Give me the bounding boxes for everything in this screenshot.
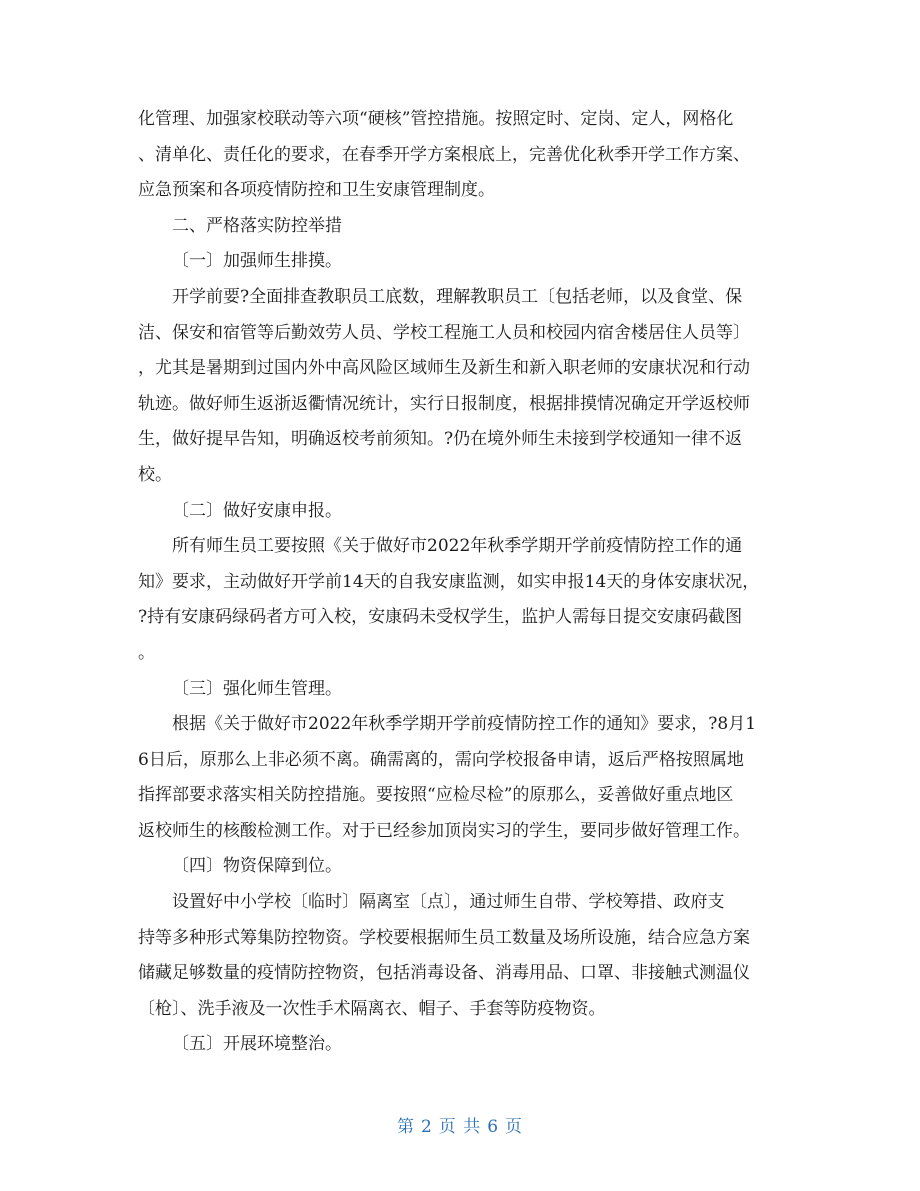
footer-total-pages: 6	[487, 1117, 500, 1137]
text-line: 所有师生员工要按照《关于做好市2022年秋季学期开学前疫情防控工作的通	[172, 536, 743, 557]
paragraph-intro	[138, 102, 786, 209]
paragraph-item-3	[138, 707, 786, 849]
text-line: 返校师生的核酸检测工作。对于已经参加顶岗实习的学生，要同步做好管理工作。	[138, 820, 750, 841]
paragraph-item-4	[138, 885, 786, 1027]
item-heading-4	[138, 849, 786, 885]
footer-suffix: 页	[505, 1117, 524, 1137]
footer-middle: 页 共	[438, 1117, 482, 1137]
text-line: 。	[138, 642, 155, 663]
heading-line: 〔一〕加强师生排摸。	[172, 251, 342, 272]
text-line: 开学前要?全面排查教职员工底数，理解教职员工〔包括老师，以及食堂、保	[172, 286, 743, 307]
footer-prefix: 第	[396, 1117, 415, 1137]
text-line: 指挥部要求落实相关防控措施。要按照“应检尽检”的原那么，妥善做好重点地区	[138, 785, 734, 806]
heading-line: 〔三〕强化师生管理。	[172, 678, 342, 699]
text-line: 持等多种形式筹集防控物资。学校要根据师生员工数量及场所设施，结合应急方案	[138, 927, 750, 948]
text-line: ，尤其是暑期到过国内外中高风险区域师生及新生和新入职老师的安康状况和行动	[138, 358, 750, 379]
text-line: 校。	[138, 464, 172, 485]
text-line: 6日后，原那么上非必须不离。确需离的，需向学校报备申请，返后严格按照属地	[138, 749, 744, 770]
page-footer	[0, 1112, 920, 1137]
text-line: 知》要求，主动做好开学前14天的自我安康监测，如实申报14天的身体安康状况，	[138, 571, 760, 592]
item-heading-3	[138, 672, 786, 708]
item-heading-5	[138, 1027, 786, 1063]
heading-line: 二、严格落实防控举措	[172, 215, 342, 236]
footer-page-number: 2	[420, 1117, 433, 1137]
heading-line: 〔五〕开展环境整治。	[172, 1034, 342, 1055]
text-line: 化管理、加强家校联动等六项“硬核”管控措施。按照定时、定岗、定人，网格化	[138, 109, 734, 129]
text-line: ?持有安康码绿码者方可入校，安康码未受权学生，监护人需每日提交安康码截图	[138, 607, 743, 628]
text-line: 、清单化、责任化的要求，在春季开学方案根底上，完善优化秋季开学工作方案、	[138, 144, 750, 165]
text-line: 轨迹。做好师生返浙返衢情况统计，实行日报制度，根据排摸情况确定开学返校师	[138, 393, 750, 414]
text-line: 应急预案和各项疫情防控和卫生安康管理制度。	[138, 180, 495, 201]
heading-line: 〔二〕做好安康申报。	[172, 500, 342, 521]
item-heading-1	[138, 244, 786, 280]
section-heading	[138, 209, 786, 245]
paragraph-item-1	[138, 280, 786, 494]
text-line: 〔枪〕、洗手液及一次性手术隔离衣、帽子、手套等防疫物资。	[138, 998, 606, 1019]
paragraph-item-2	[138, 529, 786, 671]
document-body	[138, 102, 786, 1063]
text-line: 设置好中小学校〔临时〕隔离室〔点〕，通过师生自带、学校筹措、政府支	[172, 892, 725, 913]
text-line: 生，做好提早告知，明确返校考前须知。?仍在境外师生未接到学校通知一律不返	[138, 429, 743, 450]
text-line: 储藏足够数量的疫情防控物资，包括消毒设备、消毒用品、口罩、非接触式测温仪	[138, 963, 750, 984]
heading-line: 〔四〕物资保障到位。	[172, 856, 342, 877]
text-line: 根据《关于做好市2022年秋季学期开学前疫情防控工作的通知》要求，?8月1	[172, 714, 757, 735]
text-line: 洁、保安和宿管等后勤效劳人员、学校工程施工人员和校园内宿舍楼居住人员等〕	[138, 322, 750, 343]
item-heading-2	[138, 494, 786, 530]
